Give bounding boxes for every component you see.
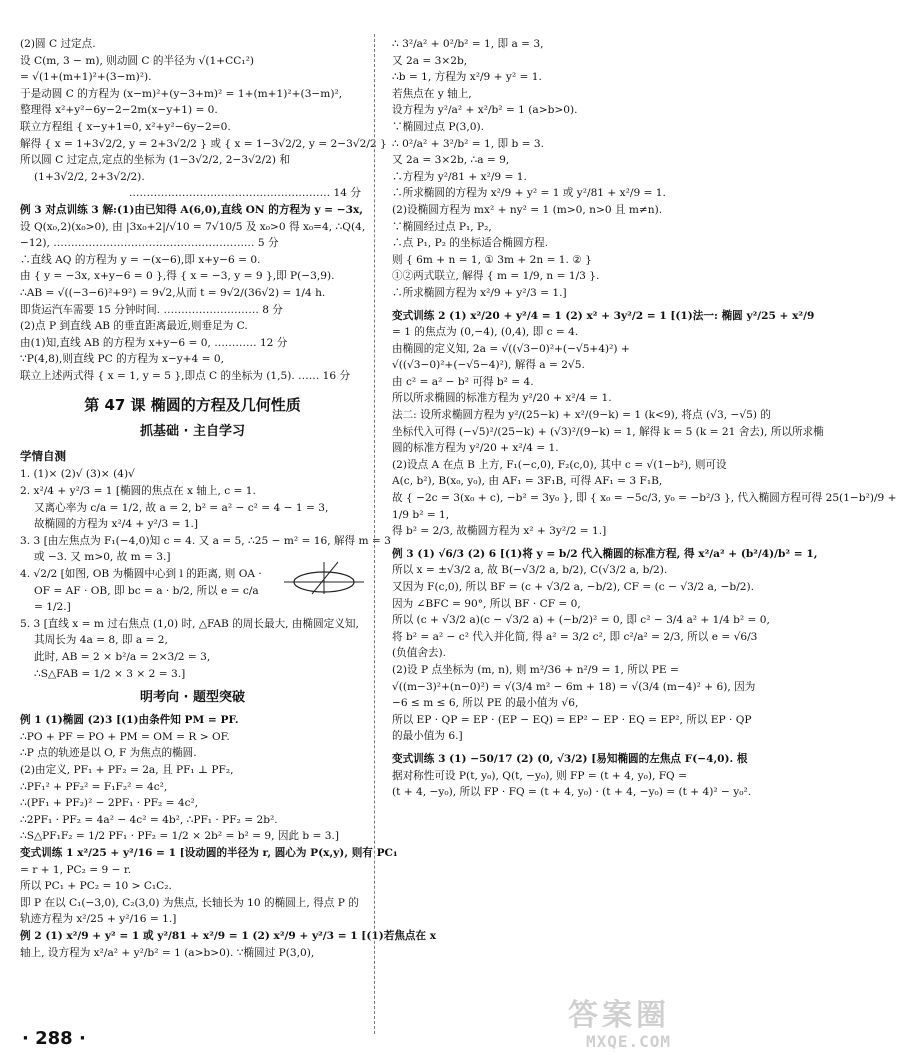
text-line: 所以 EP · QP = EP · (EP − EQ) = EP² − EP · EQ = EP², 所以 EP · QP: [392, 713, 752, 726]
watermark-text: 答案圈: [568, 998, 670, 1033]
variant-3-solution: [392, 751, 752, 801]
text-line: ∴ 0²/a² + 3²/b² = 1, 即 b = 3.: [392, 137, 544, 150]
text-line: 所以所求椭圆的标准方程为 y²/20 + x²/4 = 1.: [392, 392, 612, 405]
column-divider: [374, 34, 375, 1034]
text-line: 变式训练 1 x²/25 + y²/16 = 1 [设动圆的半径为 r, 圆心为 P(x,y), 则有 PC₁: [20, 846, 398, 859]
text-line: 即货运汽车需要 15 分钟时间. ……………………… 8 分: [20, 303, 283, 316]
text-line: ∴ 3²/a² + 0²/b² = 1, 即 a = 3,: [392, 38, 544, 50]
text-line: ∴(PF₁ + PF₂)² − 2PF₁ · PF₂ = 4c²,: [20, 797, 199, 810]
watermark-url: MXQE.COM: [586, 1032, 672, 1051]
text-line: 整理得 x²+y²−6y−2−2m(x−y+1) = 0.: [20, 104, 218, 117]
text-line: ∴方程为 y²/81 + x²/9 = 1.: [392, 170, 527, 183]
text-line: 联立方程组 { x−y+1=0, x²+y²−6y−2=0.: [20, 120, 231, 133]
example-3-right-solution: [392, 546, 818, 745]
lesson-title: 第 47 课 椭圆的方程及几何性质: [84, 396, 301, 415]
text-line: 其周长为 4a = 8, 即 a = 2,: [34, 634, 168, 647]
text-line: (2)设椭圆方程为 mx² + ny² = 1 (m>0, n>0 且 m≠n).: [392, 203, 663, 216]
text-line: 由(1)知,直线 AB 的方程为 x+y−6 = 0, ………… 12 分: [20, 336, 288, 349]
section-title-exam: 明考向 · 题型突破: [140, 690, 245, 706]
text-line: (负值舍去).: [392, 647, 447, 660]
example-2-solution: [20, 928, 437, 961]
text-line: ∴2PF₁ · PF₂ = 4a² − 4c² = 4b², ∴PF₁ · PF₂ = 2b².: [20, 813, 278, 826]
text-line: √((m−3)²+(n−0)²) = √(3/4 m² − 6m + 18) = √(3/4 (m−4)² + 6), 因为: [392, 680, 756, 693]
text-line: 1/9 b² = 1,: [392, 508, 450, 521]
text-line: 法二: 设所求椭圆方程为 y²/(25−k) + x²/(9−k) = 1 (k<9), 将点 (√3, −√5) 的: [392, 409, 771, 422]
text-line: 因为 ∠BFC = 90°, 所以 BF · CF = 0,: [392, 597, 581, 610]
text-line: 例 1 (1)椭圆 (2)3 [(1)由条件知 PM = PF.: [20, 714, 239, 727]
text-line: 1. (1)× (2)√ (3)× (4)√: [20, 468, 135, 481]
text-line: √((√3−0)²+(−√5−4)²), 解得 a = 2√5.: [392, 359, 585, 372]
self-test-answers: [20, 466, 391, 682]
text-line: ∴所求椭圆方程为 x²/9 + y²/3 = 1.]: [392, 286, 567, 299]
text-line: ∴S△FAB = 1/2 × 3 × 2 = 3.]: [34, 667, 186, 680]
text-line: 所以 (c + √3/2 a)(c − √3/2 a) + (−b/2)² = 0, 即 c² − 3/4 a² + 1/4 b² = 0,: [392, 614, 770, 627]
text-line: 的最小值为 6.]: [392, 730, 463, 743]
example-2-continuation: [392, 36, 732, 302]
text-line: 3. 3 [由左焦点为 F₁(−4,0)知 c = 4. 又 a = 5, ∴25 − m² = 16, 解得 m = 3: [20, 534, 391, 547]
text-line: ∴PO + PF = PO + PM = OM = R > OF.: [20, 730, 230, 743]
text-line: 所以 PC₁ + PC₂ = 10 > C₁C₂.: [20, 880, 172, 893]
text-line: ∵P(4,8),则直线 PC 的方程为 x−y+4 = 0,: [20, 353, 225, 366]
text-line: 故椭圆的方程为 x²/4 + y²/3 = 1.]: [34, 518, 199, 531]
text-line: ∴点 P₁, P₂ 的坐标适合椭圆方程.: [392, 237, 549, 250]
text-line: ∴P 点的轨迹是以 O, F 为焦点的椭圆.: [20, 747, 197, 760]
text-line: 联立上述两式得 { x = 1, y = 5 },即点 C 的坐标为 (1,5). …… 16 分: [20, 369, 351, 382]
watermark-logo: [560, 990, 735, 1056]
text-line: 又因为 F(c,0), 所以 BF = (c + √3/2 a, −b/2), CF = (c − √3/2 a, −b/2).: [392, 581, 755, 593]
variant-1-solution: [20, 845, 398, 928]
text-line: 轨迹方程为 x²/25 + y²/16 = 1.]: [20, 913, 177, 926]
text-line: 又 2a = 3×2b,: [392, 54, 468, 67]
text-line: 又离心率为 c/a = 1/2, 故 a = 2, b² = a² − c² = 4 − 1 = 3,: [34, 501, 329, 514]
text-line: (t + 4, −y₀), 所以 FP · FQ = (t + 4, y₀) · (t + 4, −y₀) = (t + 4)² − y₀².: [392, 786, 752, 799]
text-line: 由椭圆的定义知, 2a = √((√3−0)²+(−√5+4)²) +: [392, 342, 630, 355]
text-line: 5. 3 [直线 x = m 过右焦点 (1,0) 时, △FAB 的周长最大, 由椭圆定义知,: [20, 617, 359, 630]
text-line: 设 Q(x₀,2)(x₀>0), 由 |3x₀+2|/√10 = 7√10/5 及 x₀>0 得 x₀=4, ∴Q(4,: [20, 220, 366, 233]
text-line: = 1/2.]: [34, 601, 71, 614]
text-line: (2)圆 C 过定点.: [20, 38, 96, 50]
text-line: (2)由定义, PF₁ + PF₂ = 2a, 且 PF₁ ⊥ PF₂,: [20, 763, 234, 776]
text-line: 轴上, 设方程为 x²/a² + y²/b² = 1 (a>b>0). ∵椭圆过 P(3,0),: [20, 946, 315, 959]
text-line: 变式训练 3 (1) −50/17 (2) (0, √3/2) [易知椭圆的左焦点 F(−4,0). 根: [392, 752, 748, 765]
solution-continuation: [20, 36, 387, 202]
line-l: [312, 562, 338, 594]
text-line: 则 { 6m + n = 1, ① 3m + 2n = 1. ② }: [392, 253, 592, 266]
variant-2-solution: [392, 308, 897, 540]
text-line: ∴所求椭圆的方程为 x²/9 + y² = 1 或 y²/81 + x²/9 = 1.: [392, 187, 666, 200]
text-line: 设方程为 y²/a² + x²/b² = 1 (a>b>0).: [392, 104, 578, 117]
text-line: 所以圆 C 过定点,定点的坐标为 (1−3√2/2, 2−3√2/2) 和: [20, 154, 290, 167]
text-line: 即 P 在以 C₁(−3,0), C₂(3,0) 为焦点, 长轴长为 10 的椭圆上, 得点 P 的: [20, 896, 359, 909]
text-line: 或 −3. 又 m>0, 故 m = 3.]: [34, 551, 171, 564]
text-line: (2)设点 A 在点 B 上方, F₁(−c,0), F₂(c,0), 其中 c = √(1−b²), 则可设: [392, 458, 727, 471]
text-line: (1+3√2/2, 2+3√2/2).: [34, 170, 145, 183]
text-line: 圆的标准方程为 y²/20 + x²/4 = 1.: [392, 442, 559, 455]
text-line: 由 { y = −3x, x+y−6 = 0 },得 { x = −3, y = 9 },即 P(−3,9).: [20, 270, 335, 283]
text-line: 所以 x = ±√3/2 a, 故 B(−√3/2 a, b/2), C(√3/2 a, b/2).: [392, 564, 668, 577]
text-line: OF = AF · OB, 即 bc = a · b/2, 所以 e = c/a: [34, 584, 259, 597]
text-line: (2)点 P 到直线 AB 的垂直距离最近,则垂足为 C.: [20, 320, 248, 333]
text-line: 4. √2/2 [如图, OB 为椭圆中心到 l 的距离, 则 OA ·: [20, 566, 365, 583]
right-column: [392, 36, 897, 801]
text-line: (2)设 P 点坐标为 (m, n), 则 m²/36 + n²/9 = 1, 所以 PE =: [392, 663, 679, 676]
text-line: 2. x²/4 + y²/3 = 1 [椭圆的焦点在 x 轴上, c = 1.: [20, 485, 256, 498]
text-line: 例 3 对点训练 3 解:(1)由已知得 A(6,0),直线 ON 的方程为 y = −3x,: [20, 203, 363, 216]
page-number: · 288 ·: [22, 1028, 86, 1049]
text-line: ∴S△PF₁F₂ = 1/2 PF₁ · PF₂ = 1/2 × 2b² = b² = 9, 因此 b = 3.]: [20, 830, 340, 843]
text-line: ∵椭圆过点 P(3,0).: [392, 120, 484, 133]
text-line: A(c, b²), B(x₀, y₀), 由 AF₁ = 3F₁B, 可得 AF₁ = 3 F₁B,: [392, 475, 663, 488]
text-line: 设 C(m, 3 − m), 则动圆 C 的半径为 √(1+CC₁²): [20, 54, 254, 67]
section-title-basics: 抓基础 · 主自学习: [140, 424, 245, 440]
text-line: 又 2a = 3×2b, ∴a = 9,: [392, 154, 510, 167]
text-line: 若焦点在 y 轴上,: [392, 87, 472, 100]
text-line: 此时, AB = 2 × b²/a = 2×3/2 = 3,: [34, 651, 211, 663]
text-line: ∵椭圆经过点 P₁, P₂,: [392, 220, 492, 233]
text-line: = √(1+(m+1)²+(3−m)²).: [20, 71, 152, 84]
text-line: 于是动圆 C 的方程为 (x−m)²+(y−3+m)² = 1+(m+1)²+(3−m)²,: [20, 87, 343, 100]
text-line: −12), ………………………………………………… 5 分: [20, 237, 279, 250]
self-test-heading: 学情自测: [20, 449, 66, 464]
text-line: 据对称性可设 P(t, y₀), Q(t, −y₀), 则 FP = (t + 4, y₀), FQ =: [392, 769, 687, 782]
text-line: 例 3 (1) √6/3 (2) 6 [(1)将 y = b/2 代入椭圆的标准方程, 得 x²/a² + (b²/4)/b² = 1,: [392, 547, 818, 560]
text-line: 由 c² = a² − b² 可得 b² = 4.: [392, 375, 534, 388]
text-line: 变式训练 2 (1) x²/20 + y²/4 = 1 (2) x² + 3y²/2 = 1 [(1)法一: 椭圆 y²/25 + x²/9: [392, 309, 815, 322]
text-line: ①②两式联立, 解得 { m = 1/9, n = 1/3 }.: [392, 270, 600, 283]
example-3-solution: [20, 202, 365, 385]
text-line: −6 ≤ m ≤ 6, 所以 PE 的最小值为 √6,: [392, 697, 579, 710]
text-line: 将 b² = a² − c² 代入并化简, 得 a² = 3/2 c², 即 c²/a² = 2/3, 所以 e = √6/3: [392, 630, 758, 643]
text-line: ∴b = 1, 方程为 x²/9 + y² = 1.: [392, 71, 542, 84]
text-line: = 1 的焦点为 (0,−4), (0,4), 即 c = 4.: [392, 326, 579, 339]
text-line: 解得 { x = 1+3√2/2, y = 2+3√2/2 } 或 { x = 1−3√2/2, y = 2−3√2/2 }: [20, 137, 387, 150]
text-line: ∴直线 AQ 的方程为 y = −(x−6),即 x+y−6 = 0.: [20, 253, 261, 266]
text-line: ∴PF₁² + PF₂² = F₁F₂² = 4c²,: [20, 780, 168, 793]
text-line: 例 2 (1) x²/9 + y² = 1 或 y²/81 + x²/9 = 1 (2) x²/9 + y²/3 = 1 [(1)若焦点在 x: [20, 929, 437, 942]
text-line: ∴AB = √((−3−6)²+9²) = 9√2,从而 t = 9√2/(36√2) = 1/4 h.: [20, 286, 326, 299]
ellipse-figure-icon: [282, 560, 366, 596]
text-line: 故 { −2c = 3(x₀ + c), −b² = 3y₀ }, 即 { x₀ = −5c/3, y₀ = −b²/3 }, 代入椭圆方程可得 25(1−b²)/9 +: [392, 492, 897, 505]
text-line: 坐标代入可得 (−√5)²/(25−k) + (√3)²/(9−k) = 1, 解得 k = 5 (k = 21 舍去), 所以所求椭: [392, 425, 824, 438]
example-1-solution: [20, 712, 365, 845]
text-line: ………………………………………………… 14 分: [128, 187, 361, 200]
text-line: 得 b² = 2/3, 故椭圆方程为 x² + 3y²/2 = 1.]: [392, 525, 607, 538]
text-line: = r + 1, PC₂ = 9 − r.: [20, 863, 132, 876]
